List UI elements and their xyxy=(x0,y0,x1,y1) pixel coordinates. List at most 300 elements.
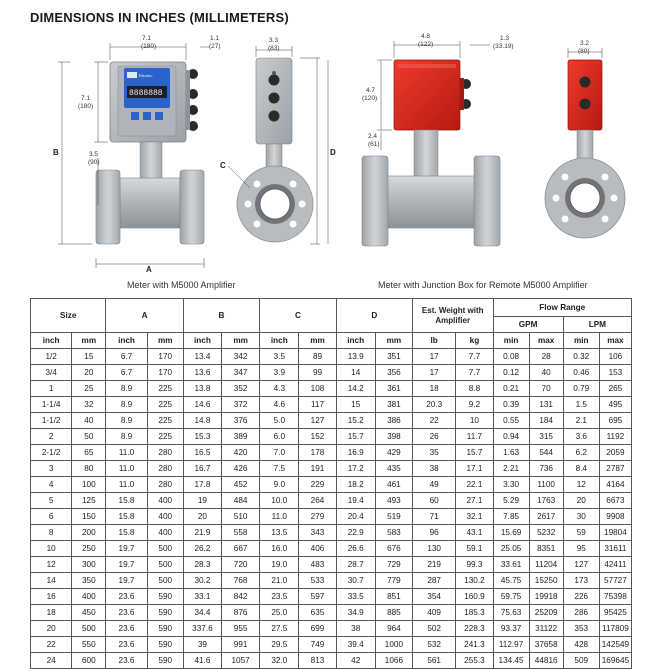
table-cell: 22 xyxy=(412,413,455,429)
table-cell: 26.2 xyxy=(183,541,221,557)
table-cell: 40 xyxy=(529,365,563,381)
dimension-label: (80) xyxy=(578,48,590,55)
table-cell: 11.0 xyxy=(106,461,147,477)
table-cell: 50 xyxy=(72,429,106,445)
table-cell: 31122 xyxy=(529,621,563,637)
table-cell: 11.7 xyxy=(456,429,493,445)
table-cell: 96 xyxy=(412,525,455,541)
subheader-row xyxy=(31,333,632,349)
subheader-cell: kg xyxy=(456,333,493,349)
table-cell: 435 xyxy=(375,461,412,477)
keypad-button xyxy=(143,112,151,120)
table-cell: 28.3 xyxy=(183,557,221,573)
table-cell: 3/4 xyxy=(31,365,72,381)
table-cell: 0.79 xyxy=(563,381,599,397)
table-cell: 9.2 xyxy=(456,397,493,413)
table-cell: 400 xyxy=(147,509,183,525)
table-cell: 0.32 xyxy=(563,349,599,365)
table-cell: 11.0 xyxy=(260,509,299,525)
table-cell: 14.8 xyxy=(183,413,221,429)
table-cell: 3.30 xyxy=(493,477,529,493)
table-cell: 1763 xyxy=(529,493,563,509)
table-cell: 30.7 xyxy=(336,573,375,589)
table-cell: 19.7 xyxy=(106,573,147,589)
table-cell: 185.3 xyxy=(456,605,493,621)
table-cell: 8 xyxy=(31,525,72,541)
table-cell: 400 xyxy=(147,525,183,541)
table-cell: 6673 xyxy=(599,493,631,509)
table-cell: 59.75 xyxy=(493,589,529,605)
table-cell: 18.2 xyxy=(336,477,375,493)
table-cell: 225 xyxy=(147,413,183,429)
table-cell: 30 xyxy=(563,509,599,525)
table-cell: 71 xyxy=(412,509,455,525)
dimension-label: 7.1 xyxy=(81,95,91,102)
table-cell: 226 xyxy=(563,589,599,605)
table-cell: 0.39 xyxy=(493,397,529,413)
table-cell: 14.2 xyxy=(336,381,375,397)
table-cell: 16.9 xyxy=(336,445,375,461)
subheader-cell: mm xyxy=(222,333,260,349)
dimension-label: 7.1 xyxy=(142,35,152,42)
table-cell: 27.1 xyxy=(456,493,493,509)
table-cell: 8.8 xyxy=(456,381,493,397)
junction-box-front-view xyxy=(545,60,625,238)
table-cell: 13.4 xyxy=(183,349,221,365)
table-cell: 6.0 xyxy=(260,429,299,445)
table-cell: 10 xyxy=(31,541,72,557)
table-cell: 9908 xyxy=(599,509,631,525)
table-cell: 461 xyxy=(375,477,412,493)
table-cell: 15 xyxy=(336,397,375,413)
caption-left: Meter with M5000 Amplifier xyxy=(127,280,236,290)
subheader-cell: max xyxy=(599,333,631,349)
subheader-cell: inch xyxy=(260,333,299,349)
table-cell: 57727 xyxy=(599,573,631,589)
table-cell: 2 xyxy=(31,429,72,445)
table-cell: 80 xyxy=(72,461,106,477)
table-cell: 15.8 xyxy=(106,493,147,509)
table-cell: 16.5 xyxy=(183,445,221,461)
table-cell: 9.0 xyxy=(260,477,299,493)
table-cell: 372 xyxy=(222,397,260,413)
table-cell: 699 xyxy=(299,621,336,637)
table-cell: 99.3 xyxy=(456,557,493,573)
subheader-cell: min xyxy=(493,333,529,349)
table-cell: 13.5 xyxy=(260,525,299,541)
table-cell: 1000 xyxy=(375,637,412,653)
table-cell: 89 xyxy=(299,349,336,365)
table-cell: 19.0 xyxy=(260,557,299,573)
table-cell: 5.29 xyxy=(493,493,529,509)
table-cell: 420 xyxy=(222,445,260,461)
table-row xyxy=(31,413,632,429)
table-cell: 219 xyxy=(412,557,455,573)
table-cell: 519 xyxy=(375,509,412,525)
table-cell: 842 xyxy=(222,589,260,605)
table-cell: 18 xyxy=(412,381,455,397)
table-cell: 3 xyxy=(31,461,72,477)
table-cell: 33.1 xyxy=(183,589,221,605)
table-cell: 70 xyxy=(529,381,563,397)
table-cell: 19.4 xyxy=(336,493,375,509)
table-cell: 108 xyxy=(299,381,336,397)
table-cell: 59.1 xyxy=(456,541,493,557)
subheader-cell: max xyxy=(529,333,563,349)
table-cell: 17.2 xyxy=(336,461,375,477)
table-cell: 342 xyxy=(222,349,260,365)
table-cell: 40 xyxy=(72,413,106,429)
dimension-label: (180) xyxy=(78,103,94,110)
table-cell: 590 xyxy=(147,653,183,669)
table-cell: 1/2 xyxy=(31,349,72,365)
dimension-label: 1.3 xyxy=(500,35,510,42)
table-cell: 21.0 xyxy=(260,573,299,589)
table-cell: 23.6 xyxy=(106,605,147,621)
table-cell: 25209 xyxy=(529,605,563,621)
table-cell: 315 xyxy=(529,429,563,445)
table-cell: 25 xyxy=(72,381,106,397)
dimension-label: (180) xyxy=(141,43,157,50)
table-row xyxy=(31,525,632,541)
table-cell: 736 xyxy=(529,461,563,477)
dimension-label: 2.4 xyxy=(368,133,378,140)
table-cell: 813 xyxy=(299,653,336,669)
subheader-cell: mm xyxy=(72,333,106,349)
table-cell: 22.1 xyxy=(456,477,493,493)
table-cell: 0.21 xyxy=(493,381,529,397)
table-cell: 45.75 xyxy=(493,573,529,589)
table-row xyxy=(31,637,632,653)
table-cell: 20 xyxy=(183,509,221,525)
table-cell: 191 xyxy=(299,461,336,477)
table-cell: 152 xyxy=(299,429,336,445)
table-cell: 15.8 xyxy=(106,525,147,541)
dimension-label: 3.3 xyxy=(269,37,279,44)
table-cell: 406 xyxy=(299,541,336,557)
table-row xyxy=(31,461,632,477)
header-flow-range: Flow Range xyxy=(493,299,631,317)
table-cell: 532 xyxy=(412,637,455,653)
table-cell: 127 xyxy=(299,413,336,429)
header-lpm: LPM xyxy=(563,317,631,333)
table-cell: 15.2 xyxy=(336,413,375,429)
table-cell: 184 xyxy=(529,413,563,429)
table-cell: 0.94 xyxy=(493,429,529,445)
table-cell: 10 xyxy=(456,413,493,429)
table-cell: 37658 xyxy=(529,637,563,653)
table-cell: 558 xyxy=(222,525,260,541)
meter-side-view xyxy=(96,62,204,244)
table-cell: 26 xyxy=(412,429,455,445)
table-cell: 20 xyxy=(31,621,72,637)
table-cell: 398 xyxy=(375,429,412,445)
table-cell: 31611 xyxy=(599,541,631,557)
dimension-label: 1.1 xyxy=(210,35,220,42)
table-cell: 495 xyxy=(599,397,631,413)
table-cell: 8.9 xyxy=(106,413,147,429)
table-cell: 250 xyxy=(72,541,106,557)
table-cell: 286 xyxy=(563,605,599,621)
table-cell: 23.6 xyxy=(106,637,147,653)
dimension-label: D xyxy=(330,148,336,157)
table-cell: 510 xyxy=(222,509,260,525)
table-cell: 33.5 xyxy=(336,589,375,605)
table-cell: 12 xyxy=(31,557,72,573)
table-cell: 502 xyxy=(412,621,455,637)
table-cell: 160.9 xyxy=(456,589,493,605)
table-cell: 354 xyxy=(412,589,455,605)
table-cell: 22 xyxy=(31,637,72,653)
table-cell: 351 xyxy=(375,349,412,365)
table-cell: 60 xyxy=(412,493,455,509)
table-cell: 19918 xyxy=(529,589,563,605)
header-b: B xyxy=(183,299,259,333)
table-cell: 6.7 xyxy=(106,365,147,381)
subheader-cell: mm xyxy=(147,333,183,349)
table-cell: 19.7 xyxy=(106,557,147,573)
table-cell: 2.21 xyxy=(493,461,529,477)
table-cell: 23.6 xyxy=(106,589,147,605)
caption-right: Meter with Junction Box for Remote M5000 Amplifier xyxy=(378,280,588,290)
dimension-label: (122) xyxy=(418,41,434,48)
table-cell: 15.69 xyxy=(493,525,529,541)
subheader-cell: mm xyxy=(299,333,336,349)
table-cell: 131 xyxy=(529,397,563,413)
table-cell: 20.4 xyxy=(336,509,375,525)
table-cell: 117809 xyxy=(599,621,631,637)
table-cell: 7.0 xyxy=(260,445,299,461)
table-cell: 23.5 xyxy=(260,589,299,605)
table-cell: 8.9 xyxy=(106,397,147,413)
table-cell: 14.6 xyxy=(183,397,221,413)
table-row xyxy=(31,509,632,525)
table-cell: 11204 xyxy=(529,557,563,573)
table-cell: 500 xyxy=(147,557,183,573)
table-cell: 2617 xyxy=(529,509,563,525)
table-cell: 25.0 xyxy=(260,605,299,621)
table-cell: 17 xyxy=(412,349,455,365)
header-d: D xyxy=(336,299,412,333)
table-cell: 991 xyxy=(222,637,260,653)
table-cell: 3.9 xyxy=(260,365,299,381)
table-cell: 353 xyxy=(563,621,599,637)
table-row xyxy=(31,589,632,605)
table-cell: 2-1/2 xyxy=(31,445,72,461)
table-cell: 13.6 xyxy=(183,365,221,381)
table-cell: 7.5 xyxy=(260,461,299,477)
table-cell: 13.8 xyxy=(183,381,221,397)
table-cell: 12 xyxy=(563,477,599,493)
table-cell: 153 xyxy=(599,365,631,381)
table-cell: 14 xyxy=(31,573,72,589)
table-cell: 4 xyxy=(31,477,72,493)
dimension-label: (120) xyxy=(362,95,378,102)
subheader-cell: inch xyxy=(336,333,375,349)
table-cell: 34.9 xyxy=(336,605,375,621)
table-cell: 24 xyxy=(31,653,72,669)
table-cell: 150 xyxy=(72,509,106,525)
table-cell: 26.6 xyxy=(336,541,375,557)
table-cell: 173 xyxy=(563,573,599,589)
table-cell: 49 xyxy=(412,477,455,493)
table-cell: 3.6 xyxy=(563,429,599,445)
table-cell: 428 xyxy=(563,637,599,653)
table-cell: 280 xyxy=(147,461,183,477)
header-a: A xyxy=(106,299,183,333)
table-cell: 17.8 xyxy=(183,477,221,493)
table-cell: 768 xyxy=(222,573,260,589)
table-cell: 590 xyxy=(147,637,183,653)
table-row xyxy=(31,573,632,589)
table-cell: 5232 xyxy=(529,525,563,541)
table-cell: 41.6 xyxy=(183,653,221,669)
table-cell: 2787 xyxy=(599,461,631,477)
table-cell: 15250 xyxy=(529,573,563,589)
table-cell: 117 xyxy=(299,397,336,413)
table-cell: 509 xyxy=(563,653,599,669)
table-cell: 241.3 xyxy=(456,637,493,653)
table-row xyxy=(31,397,632,413)
table-cell: 20 xyxy=(563,493,599,509)
table-row xyxy=(31,621,632,637)
table-cell: 38 xyxy=(412,461,455,477)
dimension-label: (61) xyxy=(368,141,380,148)
table-cell: 20.3 xyxy=(412,397,455,413)
table-cell: 352 xyxy=(222,381,260,397)
table-row xyxy=(31,477,632,493)
table-row xyxy=(31,445,632,461)
table-cell: 1066 xyxy=(375,653,412,669)
table-cell: 6.2 xyxy=(563,445,599,461)
table-cell: 729 xyxy=(375,557,412,573)
table-cell: 170 xyxy=(147,349,183,365)
table-cell: 39.4 xyxy=(336,637,375,653)
table-cell: 876 xyxy=(222,605,260,621)
table-cell: 600 xyxy=(72,653,106,669)
table-cell: 170 xyxy=(147,365,183,381)
table-cell: 347 xyxy=(222,365,260,381)
table-cell: 4.6 xyxy=(260,397,299,413)
table-cell: 676 xyxy=(375,541,412,557)
table-cell: 43.1 xyxy=(456,525,493,541)
table-cell: 200 xyxy=(72,525,106,541)
table-cell: 30.2 xyxy=(183,573,221,589)
table-cell: 720 xyxy=(222,557,260,573)
table-cell: 59 xyxy=(563,525,599,541)
table-cell: 381 xyxy=(375,397,412,413)
table-cell: 169645 xyxy=(599,653,631,669)
table-cell: 11.0 xyxy=(106,445,147,461)
table-cell: 386 xyxy=(375,413,412,429)
table-cell: 225 xyxy=(147,381,183,397)
dimension-label: 3.5 xyxy=(89,151,99,158)
table-cell: 533 xyxy=(299,573,336,589)
subheader-cell: inch xyxy=(31,333,72,349)
table-cell: 400 xyxy=(147,493,183,509)
table-cell: 450 xyxy=(72,605,106,621)
keypad-button xyxy=(155,112,163,120)
table-cell: 255.3 xyxy=(456,653,493,669)
table-cell: 590 xyxy=(147,621,183,637)
table-cell: 42 xyxy=(336,653,375,669)
table-row xyxy=(31,653,632,669)
table-cell: 0.55 xyxy=(493,413,529,429)
table-cell: 550 xyxy=(72,637,106,653)
header-weight: Est. Weight with Amplifier xyxy=(412,299,493,333)
table-cell: 22.9 xyxy=(336,525,375,541)
table-cell: 39 xyxy=(183,637,221,653)
table-cell: 14 xyxy=(336,365,375,381)
table-cell: 5 xyxy=(31,493,72,509)
display-digits: 8888888 xyxy=(129,89,163,98)
table-cell: 544 xyxy=(529,445,563,461)
table-cell: 7.7 xyxy=(456,365,493,381)
table-cell: 18 xyxy=(31,605,72,621)
table-cell: 8.9 xyxy=(106,429,147,445)
table-row xyxy=(31,381,632,397)
table-row xyxy=(31,557,632,573)
table-cell: 11.0 xyxy=(106,477,147,493)
table-cell: 2059 xyxy=(599,445,631,461)
table-cell: 279 xyxy=(299,509,336,525)
table-cell: 452 xyxy=(222,477,260,493)
table-cell: 225 xyxy=(147,397,183,413)
subheader-cell: mm xyxy=(375,333,412,349)
dimension-label: 4.7 xyxy=(366,87,376,94)
table-cell: 5.0 xyxy=(260,413,299,429)
table-body xyxy=(31,349,632,669)
dimension-label: B xyxy=(53,148,59,157)
table-cell: 1 xyxy=(31,381,72,397)
table-cell: 1-1/2 xyxy=(31,413,72,429)
dimension-label: 3.2 xyxy=(580,40,590,47)
subheader-cell: inch xyxy=(183,333,221,349)
table-cell: 500 xyxy=(147,541,183,557)
junction-box-side-view xyxy=(362,60,500,246)
table-cell: 35 xyxy=(412,445,455,461)
table-cell: 1.63 xyxy=(493,445,529,461)
subheader-cell: min xyxy=(563,333,599,349)
table-cell: 95425 xyxy=(599,605,631,621)
table-cell: 356 xyxy=(375,365,412,381)
subheader-cell: lb xyxy=(412,333,455,349)
table-cell: 44816 xyxy=(529,653,563,669)
table-row xyxy=(31,349,632,365)
dimension-label: 4.8 xyxy=(421,33,431,40)
table-cell: 590 xyxy=(147,589,183,605)
table-cell: 2.1 xyxy=(563,413,599,429)
table-cell: 178 xyxy=(299,445,336,461)
dimension-label: (33.19) xyxy=(493,43,514,50)
table-cell: 483 xyxy=(299,557,336,573)
table-cell: 1.5 xyxy=(563,397,599,413)
table-cell: 93.37 xyxy=(493,621,529,637)
dimension-label: A xyxy=(146,265,152,274)
table-row xyxy=(31,365,632,381)
table-cell: 749 xyxy=(299,637,336,653)
table-cell: 3.5 xyxy=(260,349,299,365)
table-cell: 19.7 xyxy=(106,541,147,557)
table-cell: 0.08 xyxy=(493,349,529,365)
dimension-label: (27) xyxy=(209,43,221,50)
table-cell: 75.63 xyxy=(493,605,529,621)
subheader-cell: inch xyxy=(106,333,147,349)
meter-drawings xyxy=(0,0,662,292)
table-cell: 19 xyxy=(183,493,221,509)
table-cell: 125 xyxy=(72,493,106,509)
header-c: C xyxy=(260,299,336,333)
